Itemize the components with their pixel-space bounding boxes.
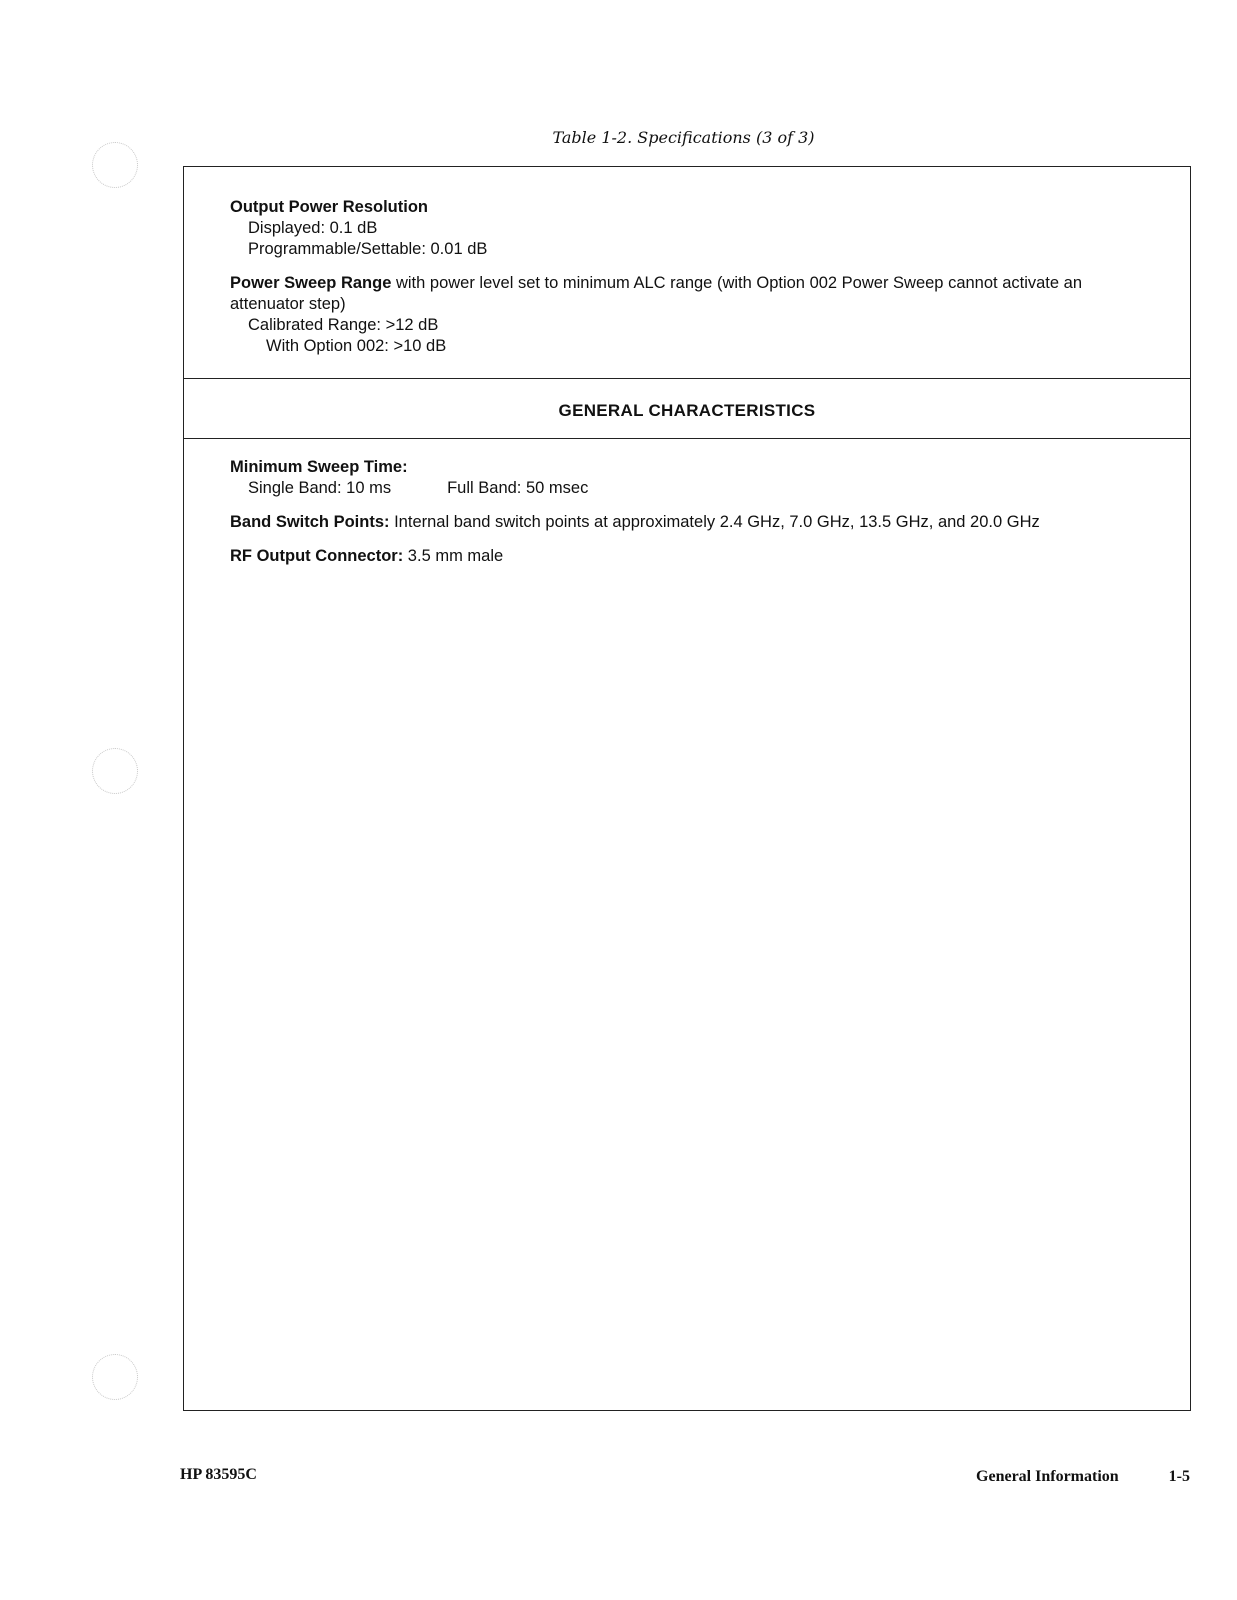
band-switch-points — [230, 512, 1150, 533]
output-power-resolution — [230, 197, 1150, 260]
section-divider-top — [184, 378, 1190, 379]
footer-section-page — [976, 1468, 1190, 1486]
specifications-table — [183, 166, 1191, 1411]
binder-hole-middle — [92, 748, 138, 794]
footer-section: General Information — [976, 1468, 1119, 1485]
power-sweep-range — [230, 273, 1150, 357]
binder-hole-top — [92, 142, 138, 188]
footer-model: HP 83595C — [180, 1466, 257, 1483]
programmable-resolution: Programmable/Settable: 0.01 dB — [248, 240, 488, 258]
power-sweep-range-heading: Power Sweep Range — [230, 274, 392, 292]
power-sweep-range-paragraph — [230, 273, 1150, 315]
general-characteristics-heading: GENERAL CHARACTERISTICS — [558, 401, 816, 420]
minimum-sweep-time — [230, 457, 1150, 499]
table-caption: Table 1-2. Specifications (3 of 3) — [552, 128, 815, 147]
calibrated-range: Calibrated Range: >12 dB — [248, 316, 439, 334]
band-switch-points-heading: Band Switch Points: — [230, 513, 390, 531]
power-sweep-range-description: with power level set to minimum ALC range (with Option 002 Power Sweep cannot activate an attenuator step) — [230, 274, 1082, 313]
output-power-resolution-heading: Output Power Resolution — [230, 198, 428, 216]
option-002-range: With Option 002: >10 dB — [266, 337, 447, 355]
rf-output-connector — [230, 546, 1150, 567]
specifications-section — [184, 197, 1190, 370]
sweep-time-values — [230, 478, 1150, 499]
minimum-sweep-time-heading: Minimum Sweep Time: — [230, 458, 408, 476]
displayed-resolution: Displayed: 0.1 dB — [248, 219, 378, 237]
full-band-time: Full Band: 50 msec — [447, 479, 589, 497]
binder-hole-bottom — [92, 1354, 138, 1400]
rf-output-connector-text: 3.5 mm male — [403, 547, 504, 565]
band-switch-points-text: Internal band switch points at approximately 2.4 GHz, 7.0 GHz, 13.5 GHz, and 20.0 GHz — [389, 513, 1040, 531]
single-band-time: Single Band: 10 ms — [248, 479, 392, 497]
general-characteristics-section — [184, 457, 1190, 580]
page-number: 1-5 — [1168, 1468, 1190, 1485]
rf-output-connector-heading: RF Output Connector: — [230, 547, 404, 565]
section-divider-bottom — [184, 438, 1190, 439]
